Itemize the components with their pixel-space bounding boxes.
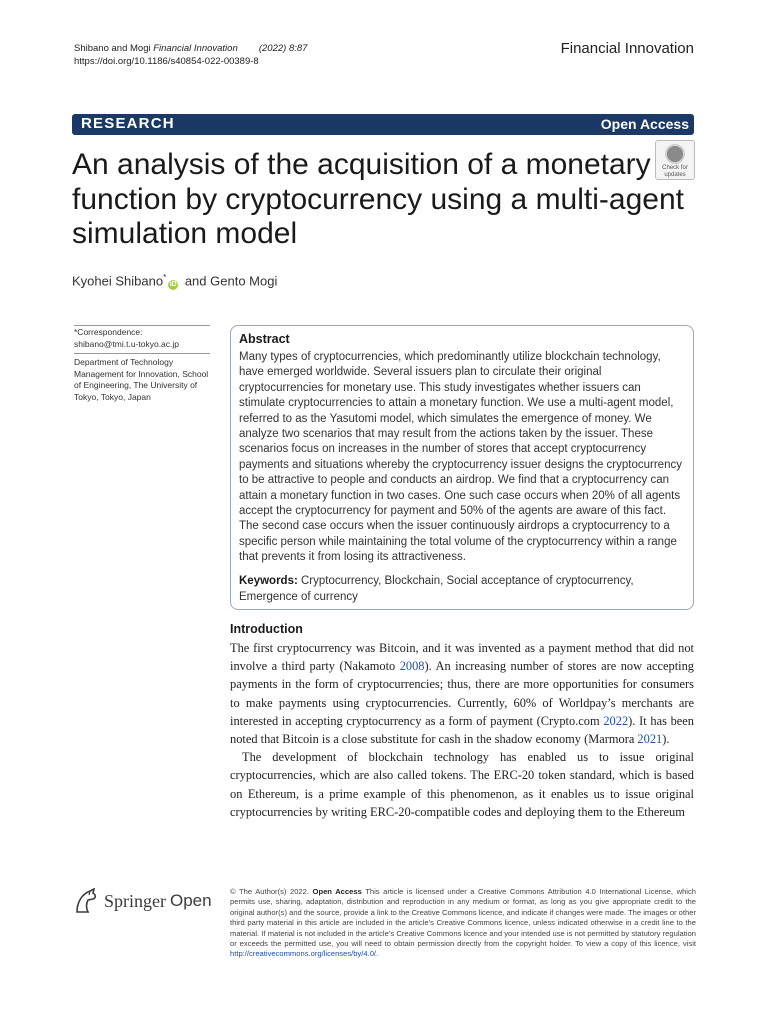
corresponding-mark: *	[163, 273, 167, 282]
abstract-heading: Abstract	[239, 332, 290, 346]
header-year-volume: (2022) 8:87	[258, 43, 308, 54]
publisher-name: Springer	[104, 890, 166, 911]
license-text: © The Author(s) 2022. Open Access This article is licensed under a Creative Commons Attribution 4.0 International License, which permits use, sharing, adaptation, distribution and reproduction in any medium or format, as long as you give appropriate credit to the original author(s) and the source, provide a link to the Creative Commons licence, and indicate if changes were made. The images or other third party material in this article are included in the article’s Creative Commons licence, unless indicated otherwise in a credit line to the material. If material is not included in the article’s Creative Commons licence and your intended use is not permitted by statutory regulation or exceeds the permitted use, you will need to obtain permission directly from the copyright holder. To view a copy of this licence, visit http://creativecommons.org/licenses/by/4.0/.	[230, 887, 696, 959]
license-link[interactable]: http://creativecommons.org/licenses/by/4.0/	[230, 949, 377, 959]
article-title: An analysis of the acquisition of a monetary function by cryptocurrency using a multi-agent simulation model	[72, 148, 684, 250]
citation-link[interactable]: 2022	[603, 713, 629, 728]
springer-horse-icon	[74, 888, 98, 914]
author-name-first[interactable]: Kyohei Shibano	[72, 273, 164, 289]
affiliation: Department of Technology Management for Innovation, School of Engineering, The University of Tokyo, Tokyo, Japan	[74, 357, 209, 402]
keywords-line	[239, 573, 687, 605]
header-journal: Financial Innovation	[153, 43, 238, 54]
sidebar-divider	[74, 353, 210, 354]
intro-paragraph-2: The development of blockchain technology has enabled us to issue original cryptocurrencies, which are also called tokens. The ERC-20 token standard, which is based on Ethereum, is a prime example of this phenomenon, as it enables us to issue original cryptocurrencies by writing ERC-20-compatible codes and deploying them to the Ethereum	[230, 750, 694, 819]
correspondence-block	[74, 327, 210, 350]
header-doi-link[interactable]: https://doi.org/10.1186/s40854-022-00389-8	[74, 56, 259, 67]
introduction-heading: Introduction	[230, 622, 303, 636]
keywords-label: Keywords:	[239, 575, 298, 587]
publisher-logo	[74, 888, 212, 914]
sidebar-divider-top	[74, 325, 210, 326]
journal-name: Financial Innovation	[560, 40, 694, 57]
running-header	[74, 42, 307, 68]
header-authors: Shibano and Mogi	[74, 43, 151, 54]
article-type-banner	[72, 114, 694, 135]
correspondence-label: *Correspondence:	[74, 327, 143, 337]
citation-link[interactable]: 2008	[399, 659, 425, 674]
orcid-icon[interactable]: iD	[169, 281, 177, 289]
citation-link[interactable]: 2021	[637, 732, 663, 747]
check-updates-line1: Check for	[662, 165, 688, 171]
keywords-list: Cryptocurrency, Blockchain, Social acceptance of cryptocurrency, Emergence of currency	[239, 575, 634, 603]
check-updates-icon	[665, 144, 685, 164]
correspondence-email[interactable]: shibano@tmi.t.u-tokyo.ac.jp	[74, 338, 180, 349]
license-open-access: Open Access	[312, 887, 362, 896]
intro-paragraph-1: The first cryptocurrency was Bitcoin, and it was invented as a payment method that did not involve a third party (Nakamoto 2008). An increasing number of stores are now accepting payments in the form of cryptocurrencies; thus, there are more opportunities for consumers to make payments using cryptocurrencies. Currently, 60% of Worldpay’s merchants are interested in accepting cryptocurrency as a form of payment (Crypto.com 2022). It has been noted that Bitcoin is a close substitute for cash in the shadow economy (Marmora 2021).	[230, 641, 695, 747]
introduction-body	[230, 639, 694, 821]
check-for-updates-button[interactable]	[655, 140, 695, 180]
abstract-text: Many types of cryptocurrencies, which predominantly utilize blockchain technology, have emerged worldwide. Several issuers plan to circulate their original cryptocurrencies for monetary use. This study investigates whether issuers can stimulate cryptocurrencies to attain a monetary function. We use a multi-agent model, referred to as the Yasutomi model, which simulates the emergence of money. We analyze two scenarios that may result from the actions taken by the issuer. These scenarios focus on increases in the number of stores that accept cryptocurrency payments and situations whereby the cryptocurrency issuer designs the cryptocurrency to be attractive to people and conducts an airdrop. We find that a cryptocurrency can attain a monetary function in two cases. One such case occurs when 20% of all agents accept the cryptocurrency for payment and 50% of the agents are aware of this fact. The second case occurs when the issuer continuously airdrops a cryptocurrency to a specific person while maintaining the total volume of the cryptocurrency within a range that prevents it from losing its attractiveness.	[239, 351, 682, 564]
author-name-second: and Gento Mogi	[184, 273, 278, 289]
article-type-label: RESEARCH	[81, 115, 175, 132]
abstract-box	[230, 325, 694, 610]
author-list	[72, 273, 277, 290]
check-updates-line2: updates	[664, 171, 686, 178]
open-access-label: Open Access	[600, 116, 689, 132]
publisher-suffix: Open	[170, 891, 212, 910]
